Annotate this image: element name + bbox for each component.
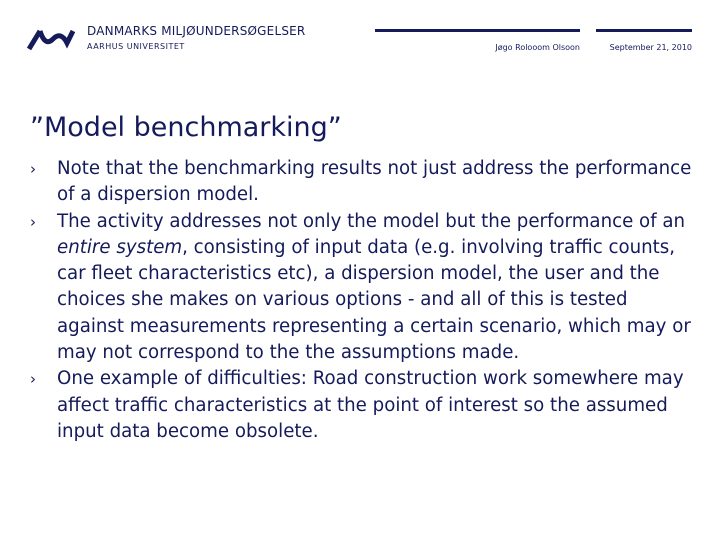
bullet-marker-icon: › bbox=[30, 212, 36, 231]
bullet-text: Note that the benchmarking results not just address the performance of a dispersion model. bbox=[57, 158, 692, 206]
bullet-text-end: , consisting of input data (e.g. involving traffic counts, car fleet characteristics etc), a dispersion model, the user and the choices she makes on various options - and all of this is tested against measurements representing a certain scenario, which may or may not correspond to the the assumptions made. bbox=[57, 236, 691, 364]
au-wave-logo-icon bbox=[27, 27, 75, 51]
bullet-item bbox=[30, 209, 698, 367]
bullet-list bbox=[30, 156, 698, 445]
bullet-marker-icon: › bbox=[30, 160, 36, 178]
bullet-emphasis: entire system bbox=[57, 236, 183, 258]
bullet-item bbox=[30, 156, 698, 209]
bullet-marker-icon: › bbox=[30, 370, 36, 389]
presentation-date: September 21, 2010 bbox=[609, 43, 692, 52]
slide-title: ”Model benchmarking” bbox=[30, 112, 342, 143]
bullet-item bbox=[30, 366, 698, 445]
org-name: DANMARKS MILJØUNDERSØGELSER bbox=[87, 24, 306, 38]
bullet-text: One example of difficulties: Road construction work somewhere may affect traffic characteristics at the point of interest so the assumed input data become obsolete. bbox=[57, 368, 684, 442]
header-rule-date bbox=[596, 29, 692, 32]
org-subtitle: AARHUS UNIVERSITET bbox=[87, 42, 185, 51]
bullet-text-start: The activity addresses not only the model but the performance of an bbox=[57, 210, 686, 232]
header-rule-author bbox=[375, 29, 580, 32]
author-name: Jøgo Rolooom Olsoon bbox=[495, 43, 580, 52]
